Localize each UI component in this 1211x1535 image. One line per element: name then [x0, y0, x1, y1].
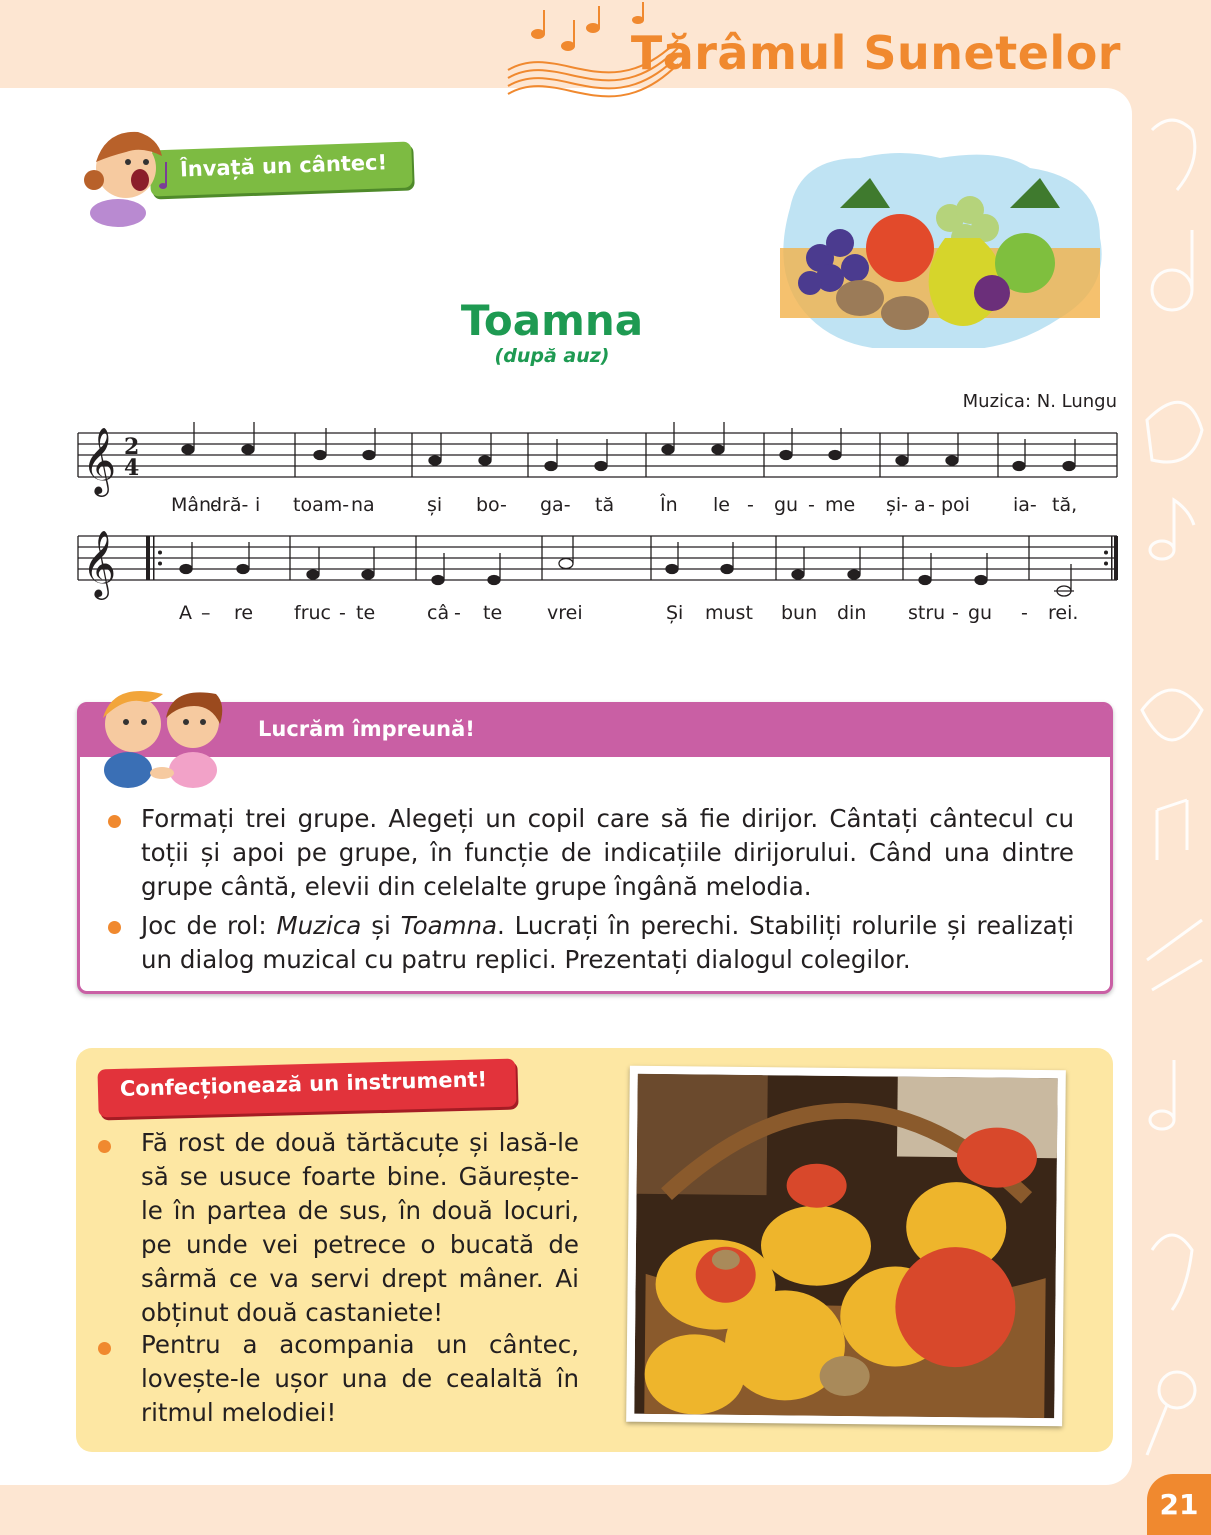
lyric-syllable: rei.	[1048, 602, 1079, 624]
lyric-syllable: tă,	[1052, 494, 1078, 516]
two-children-illustration	[88, 678, 238, 788]
lyric-syllable: din	[837, 602, 867, 624]
lyric-syllable: i	[255, 494, 261, 516]
lyric-syllable: bun	[781, 602, 818, 624]
lyric-syllable: a	[914, 494, 926, 516]
lyric-syllable: -	[1021, 602, 1028, 624]
notes-line-2	[180, 536, 1074, 596]
lyric-syllable: și-	[886, 494, 909, 516]
lyric-syllable: Și	[666, 602, 684, 624]
lyric-syllable: ia-	[1013, 494, 1037, 516]
svg-text:𝄞: 𝄞	[82, 529, 117, 597]
work-together-item-1: Formați trei grupe. Alegeți un copil care să fie dirijor. Cântați cântecul cu toții și apoi pe grupe, în funcție de indicațiile dirijorului. Când una dintre grupe cântă, elevii din celelalte grupe îngână melodia.	[141, 804, 1074, 901]
lyric-syllable: te	[356, 602, 376, 624]
item2-autumn: Toamna	[400, 911, 497, 940]
lyric-syllable: -	[454, 602, 461, 624]
lyric-syllable: poi	[941, 494, 970, 516]
item2-music: Muzica	[276, 911, 362, 940]
staff-line-2	[78, 536, 1117, 580]
learn-song-banner-label: Învață un cântec!	[179, 150, 388, 182]
item2-prefix: Joc de rol:	[141, 911, 277, 940]
lyric-syllable: toam-	[293, 494, 350, 516]
lyric-syllable: fruc	[294, 602, 331, 624]
notes-line-1	[182, 422, 1075, 471]
svg-text:𝄞: 𝄞	[82, 426, 117, 494]
lyric-syllable: must	[705, 602, 753, 624]
composer-credit: Muzica: N. Lungu	[962, 391, 1117, 412]
lyric-syllable: Mân-	[171, 494, 218, 516]
lyric-syllable: -	[928, 494, 935, 516]
learn-song-banner	[149, 141, 412, 196]
lyric-syllable: câ	[427, 602, 450, 624]
instrument-item-2: Pentru a acompania un cântec, lovește-le ușor una de cealaltă în ritmul melodiei!	[141, 1330, 579, 1427]
time-signature-top: 2	[124, 434, 140, 460]
lyric-syllable: na	[351, 494, 375, 516]
lyric-syllable: tă	[595, 494, 615, 516]
gourds-photo-frame	[626, 1066, 1066, 1427]
lyric-syllable: te	[483, 602, 503, 624]
lyric-syllable: A	[179, 602, 192, 624]
lyric-syllable: -	[747, 494, 754, 516]
lyric-syllable: -	[808, 494, 815, 516]
lyric-syllable: –	[201, 602, 211, 624]
page-header-title: Tărâmul Sunetelor	[630, 26, 1121, 80]
gourds-basket-photo	[634, 1074, 1058, 1418]
song-subtitle: (după auz)	[494, 345, 610, 367]
bullet-icon	[98, 1140, 111, 1153]
lyric-syllable: le	[713, 494, 730, 516]
page-number: 21	[1147, 1474, 1211, 1535]
singing-girl-illustration	[78, 118, 178, 228]
lyric-syllable: bo-	[476, 494, 507, 516]
lyric-syllable: ga-	[540, 494, 571, 516]
bullet-icon	[108, 921, 121, 934]
treble-clef-icon	[82, 426, 116, 497]
bullet-icon	[98, 1342, 111, 1355]
item2-suffix: . Lucrați în perechi. Stabiliți rolurile și realizați un dialog muzical cu patru replici. Prezentați dialogul colegilor.	[141, 911, 1074, 974]
make-instrument-title: Confecționează un instrument!	[119, 1067, 488, 1101]
lyric-syllable: În	[660, 494, 678, 516]
lyric-syllable: vrei	[547, 602, 583, 624]
lyric-syllable: -	[952, 602, 959, 624]
lyric-syllable: gu	[968, 602, 993, 624]
lyric-syllable: stru	[908, 602, 946, 624]
instrument-item-1: Fă rost de două tărtăcuțe și lasă-le să se usuce foarte bine. Găurește-le în partea de sus, în două locuri, pe unde vei petrece o bucată de sârmă ce va servi drept mâner. Ai obținut două castaniete!	[141, 1128, 579, 1327]
lyric-syllable: me	[825, 494, 856, 516]
lyric-syllable: gu	[774, 494, 799, 516]
time-signature-bottom: 4	[124, 455, 140, 481]
work-together-title: Lucrăm împreună!	[258, 717, 475, 741]
lyric-syllable: și	[427, 494, 443, 516]
song-title: Toamna	[460, 296, 644, 345]
lyric-syllable: dră-	[210, 494, 249, 516]
bullet-icon	[108, 815, 121, 828]
staff-line-1	[78, 433, 1117, 477]
work-together-item-2	[141, 909, 1074, 977]
treble-clef-icon-2	[82, 529, 116, 600]
lyric-syllable: -	[339, 602, 346, 624]
item2-and: și	[361, 911, 401, 940]
music-instruments-decoration	[1132, 90, 1211, 1480]
lyric-syllable: re	[234, 602, 254, 624]
